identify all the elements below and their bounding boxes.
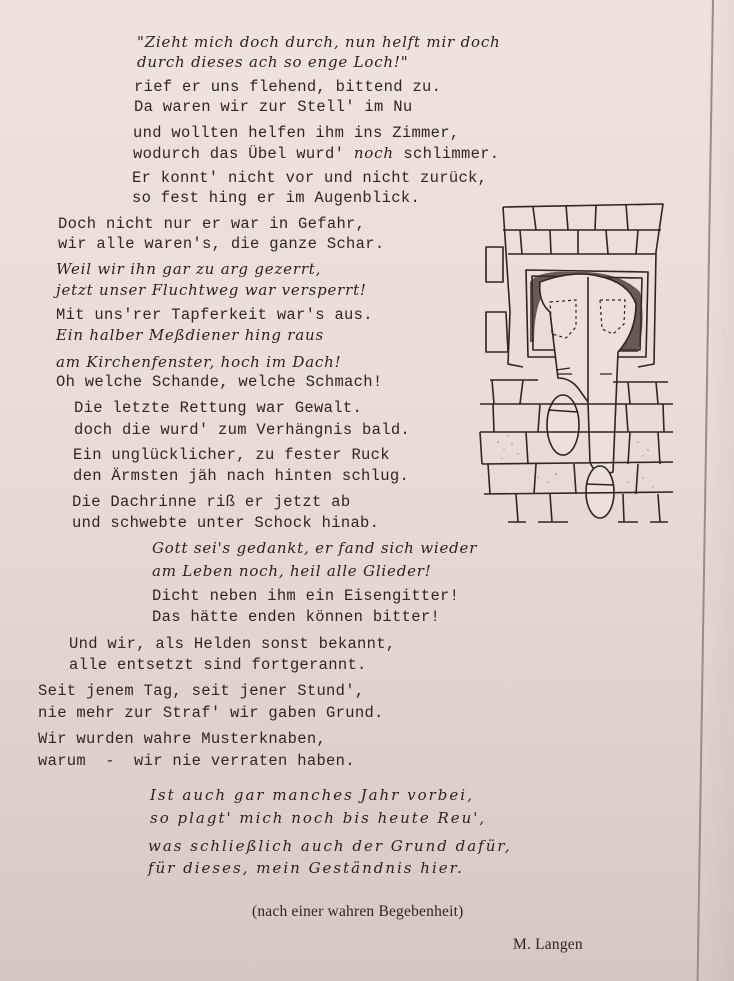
poem-line: "Zieht mich doch durch, nun helft mir doch: [137, 33, 501, 51]
poem-line: Mit uns'rer Tapferkeit war's aus.: [56, 306, 373, 324]
poem-line: Da waren wir zur Stell' im Nu: [134, 98, 413, 116]
poem-line: am Leben noch, heil alle Glieder!: [152, 562, 432, 580]
poem-line: jetzt unser Fluchtweg war versperrt!: [56, 281, 367, 299]
page-edge-shadow: [704, 0, 734, 981]
poem-line: so plagt' mich noch bis heute Reu',: [150, 809, 487, 827]
poem-line: Ein halber Meßdiener hing raus: [56, 326, 324, 344]
poem-line: Ist auch gar manches Jahr vorbei,: [150, 786, 474, 804]
poem-line: so fest hing er im Augenblick.: [132, 189, 421, 207]
emphasis-word: noch: [353, 144, 394, 162]
poem-line: und schwebte unter Schock hinab.: [72, 514, 380, 532]
poem-line: was schließlich auch der Grund dafür,: [148, 837, 512, 855]
poem-line: warum - wir nie verraten haben.: [38, 752, 355, 770]
poem-line: durch dieses ach so enge Loch!": [137, 53, 409, 71]
poem-line: Und wir, als Helden sonst bekannt,: [69, 635, 396, 653]
poem-line: Ein unglücklicher, zu fester Ruck: [73, 446, 390, 464]
poem-line: nie mehr zur Straf' wir gaben Grund.: [38, 704, 384, 722]
poem-line: Das hätte enden können bitter!: [152, 608, 441, 626]
poem-line: für dieses, mein Geständnis hier.: [148, 859, 464, 877]
poem-line: und wollten helfen ihm ins Zimmer,: [133, 124, 460, 142]
source-note: (nach einer wahren Begebenheit): [252, 903, 464, 920]
poem-line: Wir wurden wahre Musterknaben,: [38, 730, 327, 748]
poem-line: Seit jenem Tag, seit jener Stund',: [38, 682, 365, 700]
poem-line: Dicht neben ihm ein Eisengitter!: [152, 587, 460, 605]
poem-line: wir alle waren's, die ganze Schar.: [58, 235, 385, 253]
poem-line: Doch nicht nur er war in Gefahr,: [58, 215, 366, 233]
poem-line: doch die wurd' zum Verhängnis bald.: [74, 421, 411, 439]
poem-line: am Kirchenfenster, hoch im Dach!: [56, 353, 342, 371]
poem-line: Die Dachrinne riß er jetzt ab: [72, 493, 351, 511]
poem-line: Oh welche Schande, welche Schmach!: [56, 373, 383, 391]
poem-line: rief er uns flehend, bittend zu.: [134, 78, 442, 96]
poem-line: Weil wir ihn gar zu arg gezerrt,: [56, 260, 322, 278]
boy-stuck-in-window-illustration: [478, 192, 678, 532]
poem-line: Gott sei's gedankt, er fand sich wieder: [152, 539, 478, 557]
poem-line: Er konnt' nicht vor und nicht zurück,: [132, 169, 488, 187]
poem-line: Die letzte Rettung war Gewalt.: [74, 399, 363, 417]
poem-line: den Ärmsten jäh nach hinten schlug.: [73, 467, 410, 485]
poem-line: alle entsetzt sind fortgerannt.: [69, 656, 367, 674]
poem-line: wodurch das Übel wurd' noch schlimmer.: [133, 144, 500, 163]
author-signature: M. Langen: [513, 936, 583, 953]
